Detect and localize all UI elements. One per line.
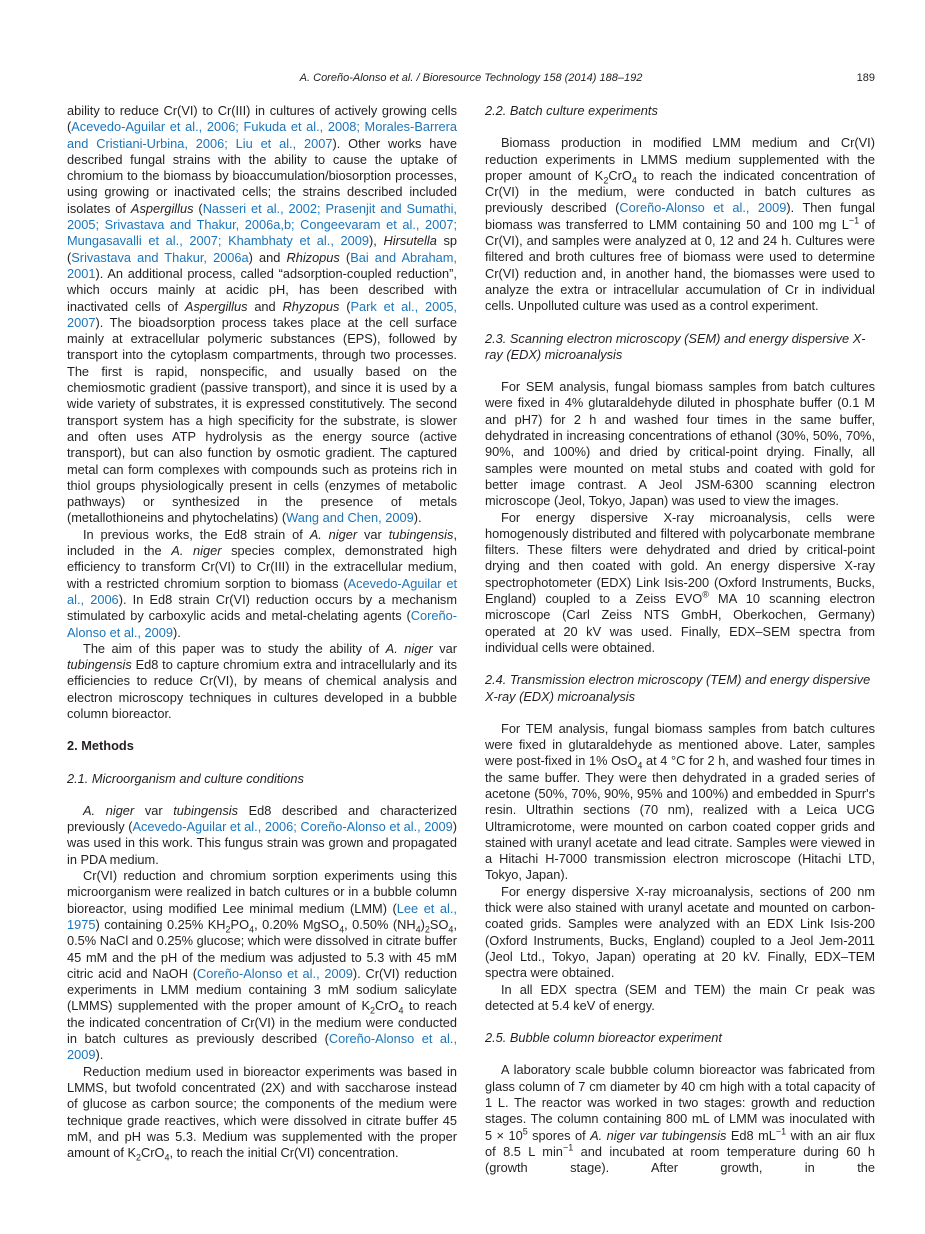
subsection-heading: 2.1. Microorganism and culture conditions bbox=[67, 770, 304, 786]
text-run: ). An additional process, called “adsorption-coupled reduction”, which occurs mainly at acidic pH, has been described with inactivated cells of bbox=[67, 265, 457, 314]
subsection-heading: 2.2. Batch culture experiments bbox=[485, 103, 658, 118]
text-run: and incubated at room temperature during 60 h (growth stage). After growth, in the bbox=[485, 1143, 876, 1176]
text-run: ). bbox=[413, 510, 422, 526]
text-run: ), bbox=[369, 233, 384, 249]
text-run: ) bbox=[420, 916, 425, 932]
left-column bbox=[67, 103, 457, 1161]
subsection-heading: 2.4. Transmission electron microscopy (TEM) and energy dispersive X-ray (EDX) microanalysis bbox=[485, 672, 871, 704]
text-run: of Cr(VI), and samples were analyzed at 0, 12 and 24 h. Cultures were filtered and broth cultures free of biomass were used to determine Cr(VI) reduction and, in another hand, the biomasses were used to analyze the extra or intracellular accumulation of Cr in individual cells. Unpolluted culture was used as a control experiment. bbox=[485, 216, 875, 314]
text-run: , 0.50% (NH bbox=[344, 916, 416, 932]
italic-text: tubingensis bbox=[67, 657, 132, 673]
text-run: at 4 °C for 2 h, and washed four times in the same buffer. They were then dehydrated in a graded series of acetone (50%, 70%, 90%, 95% and 100%) and embedded in Spurr's resin. Ultrathin sections (70 nm), realized with a Leica UCG Ultramicrotome, were mounted on carbon coated copper grids and stained with uranyl acetate and lead citrate. Samples were viewed in a Hitachi H-7000 transmission electron microscope (Hitachi LTD, Tokyo, Japan). bbox=[485, 753, 875, 883]
subscript: 4 bbox=[398, 1005, 404, 1016]
running-title: A. Coreño-Alonso et al. / Bioresource Technology 158 (2014) 188–192 bbox=[299, 72, 643, 84]
text-run: Ed8 mL bbox=[726, 1127, 776, 1143]
citation-link[interactable]: Bai and Abraham, 2001 bbox=[67, 249, 457, 281]
text-run: The aim of this paper was to study the ability of bbox=[83, 640, 386, 656]
text-run: , 0.5% NaCl and 0.25% glucose; which were dissolved in citrate buffer 45 mM and the pH of the medium was adjusted to 5.3 with 45 mM citric acid and NaOH ( bbox=[67, 916, 457, 981]
text-run: In previous works, the Ed8 strain of bbox=[83, 526, 310, 542]
text-run: , included in the bbox=[67, 526, 457, 559]
subscript: 4 bbox=[637, 760, 643, 771]
citation-link[interactable]: Acevedo-Aguilar et al., 2006; Coreño-Alonso et al., 2009 bbox=[132, 819, 453, 835]
text-run: ( bbox=[193, 200, 203, 216]
text-run: ( bbox=[339, 249, 351, 265]
paragraph bbox=[67, 103, 457, 527]
citation-link[interactable]: Srivastava and Thakur, 2006a bbox=[71, 249, 249, 265]
text-run: ) containing 0.25% KH bbox=[95, 916, 226, 932]
subscript: 2 bbox=[136, 1152, 142, 1163]
text-run: ( bbox=[339, 298, 351, 314]
subscript: 4 bbox=[249, 924, 255, 935]
subscript: 4 bbox=[415, 924, 421, 935]
right-column bbox=[485, 103, 875, 1177]
text-run: spores of bbox=[527, 1127, 591, 1143]
italic-text: Aspergillus bbox=[130, 200, 194, 216]
page-number: 189 bbox=[856, 72, 875, 84]
text-run: ). Then fungal biomass was transferred to LMM containing 50 and 100 mg L bbox=[485, 200, 875, 232]
text-run: CrO bbox=[375, 998, 399, 1014]
text-run: ) was used in this work. This fungus strain was grown and propagated in PDA medium. bbox=[67, 819, 457, 867]
subscript: 2 bbox=[424, 924, 430, 935]
italic-text: tubingensis bbox=[173, 802, 238, 818]
text-run: A laboratory scale bubble column bioreactor was fabricated from glass column of 7 cm diameter by 40 cm high with a total capacity of 1 L. The reactor was worked in two stages: growth and reduction stages. The column containing 800 mL of LMM was inoculated with 5 × 10 bbox=[485, 1062, 875, 1143]
citation-link[interactable]: Coreño-Alonso et al., 2009 bbox=[197, 965, 353, 981]
italic-text: A. niger bbox=[385, 640, 433, 656]
text-run: var bbox=[134, 802, 174, 818]
text-run: ability to reduce Cr(VI) to Cr(III) in cultures of actively growing cells ( bbox=[67, 103, 457, 135]
text-run: to reach the indicated concentration of Cr(VI) in the medium, were conducted in batch cultures as previously described ( bbox=[485, 167, 875, 216]
italic-text: A. niger bbox=[171, 543, 222, 559]
text-run: and bbox=[247, 298, 283, 314]
subscript: 2 bbox=[370, 1005, 376, 1016]
text-run: Ed8 to capture chromium extra and intracellularly and its efficiencies to reduce Cr(VI), by means of chemical analysis and electron microscopy techniques in cultures developed in a bubble column bioreactor. bbox=[67, 657, 457, 721]
italic-text: A. niger bbox=[309, 526, 358, 542]
text-run: Cr(VI) reduction and chromium sorption experiments using this microorganism were realized in batch cultures or in a bubble column bioreactor, using modified Lee minimal medium (LMM) ( bbox=[67, 868, 457, 916]
italic-text: Rhizopus bbox=[286, 249, 340, 265]
citation-link[interactable]: Lee et al., 1975 bbox=[67, 900, 457, 932]
paragraph bbox=[485, 1062, 875, 1176]
text-run: with an air flux of 8.5 L min bbox=[485, 1127, 875, 1159]
italic-text: Aspergillus bbox=[184, 298, 248, 314]
text-run: ). bbox=[95, 1047, 104, 1063]
text-run: For SEM analysis, fungal biomass samples from batch cultures were fixed in 4% glutaraldehyde diluted in phosphate buffer (0.1 M and pH7) for 2 h and washed four times in the same buffer, dehydrated in increasing concentrations of ethanol (30%, 50%, 70%, 90%, and 100%) and dried by critical-point drying. Finally, all samples were mounted on metal stubs and coated with gold for better image contrast. A Jeol JSM-6300 scanning electron microscope (Jeol, Tokyo, Japan) was used to view the images. bbox=[485, 379, 875, 509]
section-heading: 2. Methods bbox=[67, 738, 134, 754]
text-run: For energy dispersive X-ray microanalysis, sections of 200 nm thick were also stained with uranyl acetate and mounted on carbon-coated grids. Samples were analyzed with an EDX Link Isis-200 (Oxford Instruments, Bucks, England) coupled to a Jeol Jem-2011 (Jeol Ltd., Tokyo, Japan) operating at 20 kV. Finally, EDX–TEM spectra were obtained. bbox=[485, 883, 875, 981]
superscript: −1 bbox=[775, 1126, 787, 1137]
text-run: to reach the indicated concentration of Cr(VI) in the medium were conducted in batch cultures as previously described ( bbox=[67, 998, 457, 1047]
subsection-heading: 2.5. Bubble column bioreactor experiment bbox=[485, 1030, 722, 1046]
paragraph bbox=[485, 982, 875, 1015]
text-run: Biomass production in modified LMM medium and Cr(VI) reduction experiments in LMMS medium supplemented with the proper amount of K bbox=[485, 135, 875, 183]
text-run: ). In Ed8 strain Cr(VI) reduction occurs by a mechanism stimulated by carboxylic acids and metal-chelating agents ( bbox=[67, 591, 457, 624]
subscript: 2 bbox=[603, 175, 609, 186]
text-run: Reduction medium used in bioreactor experiments was based in LMMS, but twofold concentrated (2X) and with saccharose instead of glucose as carbon source; the components of the medium were technique grade reactives, which were dissolved in citrate buffer 45 mM, and pH was 5.3. Medium was supplemented with the proper amount of K bbox=[67, 1063, 457, 1161]
paragraph bbox=[485, 379, 875, 509]
text-run: var bbox=[357, 526, 389, 542]
subscript: 4 bbox=[448, 924, 454, 935]
text-run: ). bbox=[173, 624, 181, 640]
italic-text: A. niger bbox=[83, 802, 135, 818]
text-run: sp ( bbox=[67, 233, 457, 265]
subsection-heading: 2.3. Scanning electron microscopy (SEM) and energy dispersive X-ray (EDX) microanalysis bbox=[485, 330, 866, 362]
citation-link[interactable]: Coreño-Alonso et al., 2009 bbox=[67, 1031, 457, 1063]
citation-link[interactable]: Nasseri et al., 2002; Prasenjit and Sumathi, 2005; Srivastava and Thakur, 2006a,b; Congeevaram et al., 2007; Mungasavalli et al., 2007; Khambhaty et al., 2009 bbox=[67, 200, 457, 249]
paragraph bbox=[67, 1064, 457, 1162]
citation-link[interactable]: Acevedo-Aguilar et al., 2006; Fukuda et al., 2008; Morales-Barrera and Cristiani-Urbina, 2006; Liu et al., 2007 bbox=[67, 119, 457, 151]
paragraph bbox=[485, 510, 875, 657]
paragraph bbox=[485, 721, 875, 884]
subscript: 4 bbox=[164, 1152, 170, 1163]
text-run: , to reach the initial Cr(VI) concentration. bbox=[169, 1145, 399, 1161]
text-run: CrO bbox=[608, 167, 632, 183]
paragraph bbox=[67, 527, 457, 641]
text-run: For TEM analysis, fungal biomass samples from batch cultures were fixed in glutaraldehyde as mentioned above. Later, samples were post-fixed in 1% OsO bbox=[485, 720, 875, 769]
text-run: MA 10 scanning electron microscope (Carl Zeiss NTS GmbH, Oberkochen, Germany) operated at 20 kV was used. Finally, EDX–SEM spectra from individual cells were obtained. bbox=[485, 591, 876, 655]
paragraph bbox=[67, 868, 457, 1064]
superscript: −1 bbox=[562, 1142, 574, 1153]
subscript: 2 bbox=[225, 924, 231, 935]
paragraph bbox=[485, 135, 875, 314]
text-run: ). Other works have described fungal strains with the ability to cause the uptake of chromium to the biomass by bioaccumulation/biosorption processes, using growing or inactivated cells; the strains described included isolates of bbox=[67, 135, 457, 216]
citation-link[interactable]: Coreño-Alonso et al., 2009 bbox=[67, 608, 457, 640]
text-run: For energy dispersive X-ray microanalysis, cells were homogenously distributed and filtered with polycarbonate membrane filters. These filters were dehydrated and dried by critical-point drying and then coated with gold. An energy dispersive X-ray spectrophotometer (EDX) Link Isis-200 (Oxford Instruments, Bucks, England) coupled to a Zeiss EVO bbox=[485, 509, 875, 607]
citation-link[interactable]: Wang and Chen, 2009 bbox=[286, 510, 414, 526]
superscript: −1 bbox=[848, 215, 860, 226]
italic-text: A. niger var tubingensis bbox=[590, 1127, 727, 1143]
text-run: ) and bbox=[248, 249, 287, 265]
text-run: species complex, demonstrated high efficiency to transform Cr(VI) to Cr(III) in the extracellular medium, with a restricted chromium sorption to biomass ( bbox=[67, 543, 457, 591]
subscript: 4 bbox=[339, 924, 345, 935]
text-run: In all EDX spectra (SEM and TEM) the main Cr peak was detected at 5.4 keV of energy. bbox=[485, 981, 875, 1013]
italic-text: Hirsutella bbox=[383, 233, 437, 249]
superscript: 5 bbox=[522, 1126, 528, 1137]
text-run: SO bbox=[429, 916, 449, 932]
text-run: ). The bioadsorption process takes place at the cell surface mainly at extracellular polymeric substances (EPS), followed by transport into the cytoplasm compartments, through two processes. The first is rapid, nonspecific, and usually based on the chemiosmotic gradient (passive transport), and since it is used by a wide variety of substrates, it is expressed constitutively. The second transport system has a high specificity for the substrate, is slower and often uses ATP hydrolysis as the energy source (active transport), but can also function by osmotic gradient. The captured metal can form complexes with compounds such as proteins rich in thiol groups physiologically present in cells (enzymes of metabolic pathways) or synthesized in the presence of metals (metallothioneins and phytochelatins) ( bbox=[67, 314, 457, 526]
text-run: var bbox=[432, 640, 457, 656]
italic-text: Rhyzopus bbox=[282, 298, 340, 314]
superscript: ® bbox=[702, 589, 709, 600]
text-run: , 0.20% MgSO bbox=[254, 916, 340, 932]
italic-text: tubingensis bbox=[388, 526, 454, 542]
paragraph bbox=[67, 803, 457, 868]
text-run: ). Cr(VI) reduction experiments in LMM medium containing 3 mM sodium salicylate (LMMS) supplemented with the proper amount of K bbox=[67, 965, 457, 1014]
paragraph bbox=[485, 884, 875, 982]
citation-link[interactable]: Acevedo-Aguilar et al., 2006 bbox=[67, 575, 458, 607]
text-run: PO bbox=[230, 916, 250, 932]
text-run: CrO bbox=[141, 1145, 165, 1161]
subscript: 4 bbox=[631, 175, 637, 186]
citation-link[interactable]: Coreño-Alonso et al., 2009 bbox=[619, 200, 787, 216]
citation-link[interactable]: Park et al., 2005, 2007 bbox=[67, 298, 457, 330]
running-header bbox=[67, 72, 875, 88]
paragraph bbox=[67, 641, 457, 722]
text-run: Ed8 described and characterized previously ( bbox=[67, 802, 457, 835]
